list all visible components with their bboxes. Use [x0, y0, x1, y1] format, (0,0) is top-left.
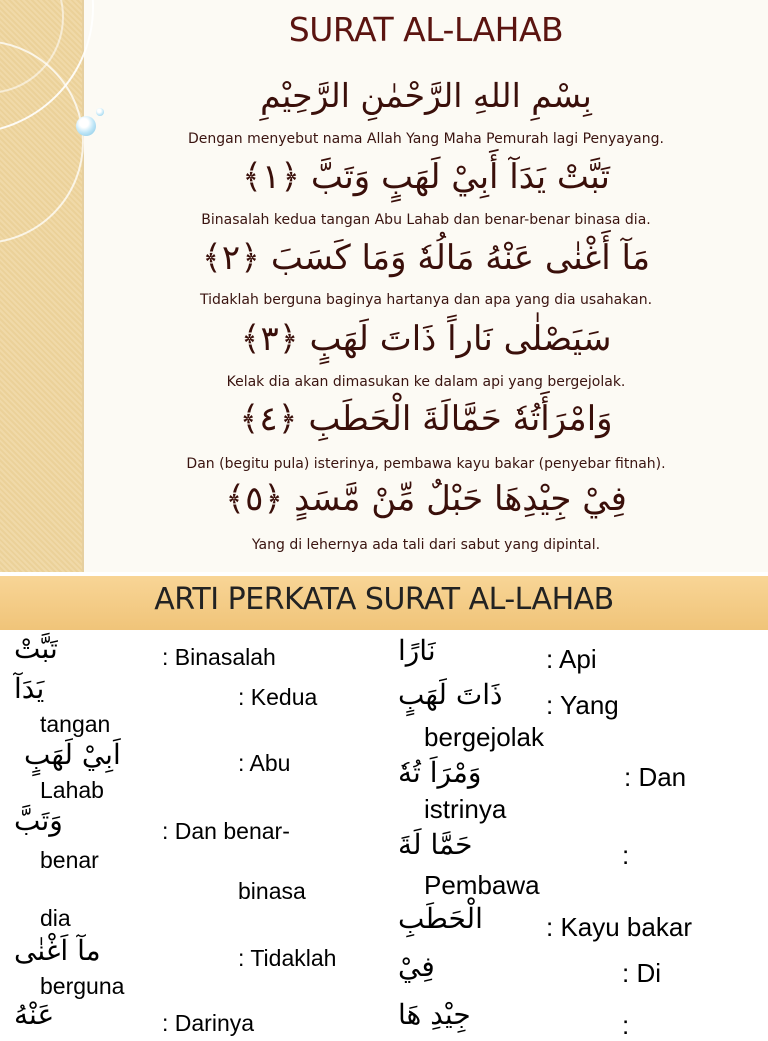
- vocab-left-meaning-4-cont2: binasa: [238, 878, 306, 904]
- vocab-left-meaning-3: : Abu: [238, 750, 291, 776]
- vocab-right-meaning-5: : Kayu bakar: [546, 912, 692, 942]
- vocab-left-arabic-1: تَبَّتْ: [14, 632, 58, 665]
- vocab-title: ARTI PERKATA SURAT AL-LAHAB: [154, 582, 614, 617]
- vocab-right-meaning-4: :: [622, 840, 630, 870]
- vocab-right-arabic-3: وَمْرَاَ تُهٗ: [398, 756, 482, 789]
- verse-2-translation: Tidaklah berguna baginya hartanya dan apa yang dia usahakan.: [199, 292, 653, 308]
- verse-4-translation: Dan (begitu pula) isterinya, pembawa kayu bakar (penyebar fitnah).: [186, 456, 666, 472]
- bismillah-arabic: بِسْمِ اللهِ الرَّحْمٰنِ الرَّحِيْمِ: [260, 76, 592, 115]
- vocab-right-arabic-1: نَارًا: [398, 634, 436, 667]
- vocab-right-meaning-4-cont: Pembawa: [424, 870, 540, 900]
- vocab-left-meaning-2-cont: tangan: [40, 711, 111, 737]
- slide-vocabulary: [0, 572, 768, 1040]
- vocab-left-meaning-6: : Darinya: [162, 1010, 255, 1036]
- vocab-right-arabic-6: فِيْ: [398, 950, 435, 983]
- slide-title: SURAT AL-LAHAB: [288, 10, 564, 49]
- vocab-right-arabic-4: حَمَّا لَةَ: [398, 828, 473, 861]
- vocab-left-meaning-5-cont: berguna: [40, 973, 125, 999]
- vocab-right-arabic-7: جِيْدِ هَا: [398, 998, 471, 1031]
- verse-4-arabic: وَامْرَأَتُهٗ حَمَّالَةَ الْحَطَبِ ﴿٤﴾: [239, 399, 613, 439]
- vocab-left-meaning-3-cont: Lahab: [40, 777, 104, 803]
- vocab-right-meaning-6: : Di: [622, 958, 661, 988]
- vocab-left-meaning-2: : Kedua: [238, 684, 318, 710]
- vocab-left-arabic-3: اَبِيْ لَهَبٍ: [24, 738, 121, 771]
- vocab-right-arabic-5: الْحَطَبِ: [398, 902, 483, 935]
- vocab-left-meaning-4-cont3: dia: [40, 905, 71, 931]
- vocab-right-arabic-2: ذَاتَ لَهَبٍ: [398, 678, 503, 711]
- vocab-right-meaning-3: : Dan: [624, 762, 687, 792]
- vocab-left-arabic-6: عَنْهُ: [14, 998, 55, 1031]
- vocab-right-meaning-7: :: [622, 1010, 630, 1040]
- vocab-left-meaning-4-cont: benar: [40, 847, 99, 873]
- verse-1-arabic: تَبَّتْ يَدَآ أَبِيْ لَهَبٍ وَتَبَّ ﴿١﴾: [242, 157, 610, 197]
- vocab-right-meaning-2-cont: bergejolak: [424, 722, 544, 752]
- verse-2-arabic: مَآ أَغْنٰى عَنْهُ مَالُهٗ وَمَا كَسَبَ ﴿٢﴾: [201, 238, 651, 278]
- vocab-right-meaning-3-cont: istrinya: [424, 794, 507, 824]
- vocab-right-meaning-2: : Yang: [546, 690, 619, 720]
- vocab-right-meaning-1: : Api: [546, 644, 597, 674]
- vocab-left-arabic-5: مآ اَغْنٰى: [14, 934, 101, 967]
- vocab-left-meaning-4: : Dan benar-: [162, 818, 290, 844]
- verse-3-arabic: سَيَصْلٰى نَاراً ذَاتَ لَهَبٍ ﴿٣﴾: [240, 319, 612, 359]
- vocab-left-arabic-4: وَتَبَّ: [14, 804, 63, 837]
- bismillah-translation: Dengan menyebut nama Allah Yang Maha Pemurah lagi Penyayang.: [188, 131, 664, 147]
- vocab-left-meaning-5: : Tidaklah: [238, 945, 337, 971]
- verse-1-translation: Binasalah kedua tangan Abu Lahab dan benar-benar binasa dia.: [201, 212, 651, 228]
- vocab-left-arabic-2: يَدَآ: [14, 672, 45, 705]
- vocab-left-meaning-1: : Binasalah: [162, 644, 276, 670]
- verse-3-translation: Kelak dia akan dimasukan ke dalam api yang bergejolak.: [226, 374, 626, 390]
- verse-5-translation: Yang di lehernya ada tali dari sabut yang dipintal.: [251, 537, 601, 553]
- verse-5-arabic: فِيْ جِيْدِهَا حَبْلٌ مِّنْ مَّسَدٍ ﴿٥﴾: [225, 479, 627, 519]
